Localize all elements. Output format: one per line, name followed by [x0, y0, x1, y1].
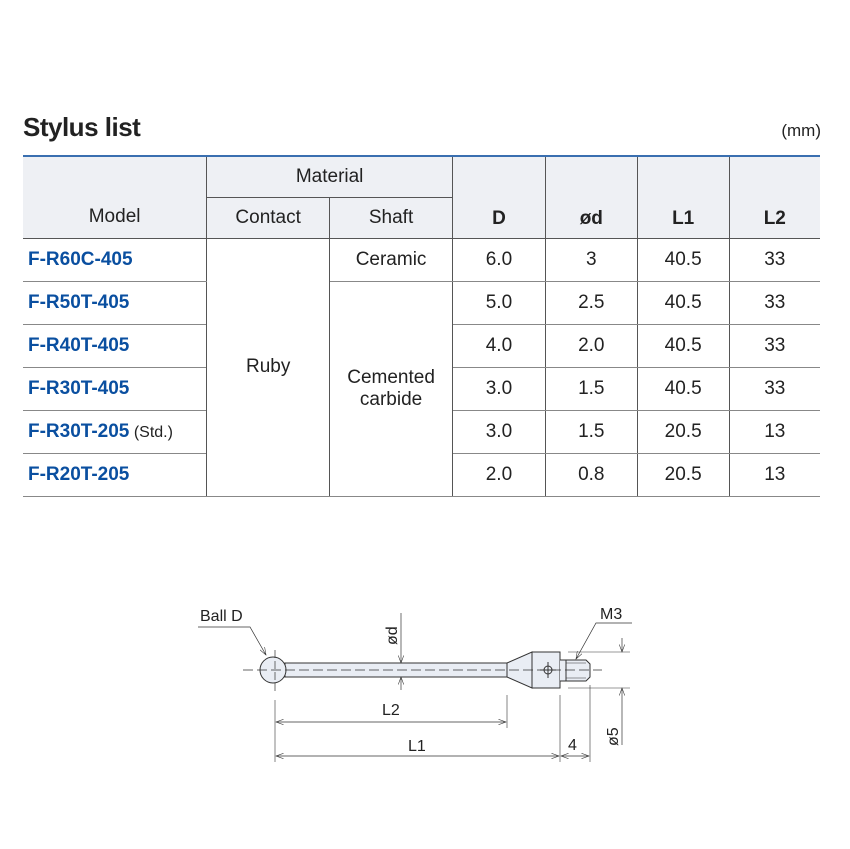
model-link[interactable]: F-R30T-205 [28, 420, 130, 442]
cell-l2: 33 [729, 324, 820, 367]
phi-d-label: ød [384, 626, 401, 645]
model-link[interactable]: F-R50T-405 [28, 291, 130, 313]
cell-l1: 20.5 [637, 453, 729, 496]
cell-l2: 33 [729, 238, 820, 281]
cell-phi-d: 3 [545, 238, 637, 281]
four-label: 4 [568, 737, 577, 754]
cell-l1: 40.5 [637, 281, 729, 324]
unit-label: (mm) [781, 121, 821, 140]
shaft-cell: Cemented carbide [330, 281, 453, 496]
shaft-cell: Ceramic [330, 238, 453, 281]
cell-d: 3.0 [453, 410, 546, 453]
cell-l2: 13 [729, 410, 820, 453]
phi-5-label: ø5 [605, 727, 622, 746]
model-link[interactable]: F-R30T-405 [28, 377, 130, 399]
header-d: D [453, 156, 546, 238]
cell-d: 5.0 [453, 281, 546, 324]
ball-d-label: Ball D [200, 608, 243, 625]
cell-d: 2.0 [453, 453, 546, 496]
cell-l2: 33 [729, 281, 820, 324]
cell-l1: 20.5 [637, 410, 729, 453]
cell-phi-d: 0.8 [545, 453, 637, 496]
header-l2: L2 [729, 156, 820, 238]
page-title: Stylus list [23, 112, 141, 142]
header-l1: L1 [637, 156, 729, 238]
cell-phi-d: 2.5 [545, 281, 637, 324]
std-note: (Std.) [129, 423, 173, 441]
header-phi-d: ød [545, 156, 637, 238]
cell-l2: 33 [729, 367, 820, 410]
contact-cell: Ruby [207, 238, 330, 496]
cell-l1: 40.5 [637, 238, 729, 281]
model-link[interactable]: F-R20T-205 [28, 463, 130, 485]
cell-l1: 40.5 [637, 324, 729, 367]
cell-d: 3.0 [453, 367, 546, 410]
cell-phi-d: 1.5 [545, 410, 637, 453]
header-model: Model [23, 156, 207, 238]
header-contact: Contact [207, 197, 330, 238]
cell-d: 4.0 [453, 324, 546, 367]
model-link[interactable]: F-R40T-405 [28, 334, 130, 356]
cell-d: 6.0 [453, 238, 546, 281]
model-link[interactable]: F-R60C-405 [28, 248, 133, 270]
header-material: Material [207, 156, 453, 197]
cell-l2: 13 [729, 453, 820, 496]
l2-label: L2 [382, 702, 400, 719]
cell-l1: 40.5 [637, 367, 729, 410]
cell-phi-d: 1.5 [545, 367, 637, 410]
cell-phi-d: 2.0 [545, 324, 637, 367]
m3-label: M3 [600, 606, 623, 623]
header-shaft: Shaft [330, 197, 453, 238]
l1-label: L1 [408, 738, 426, 755]
